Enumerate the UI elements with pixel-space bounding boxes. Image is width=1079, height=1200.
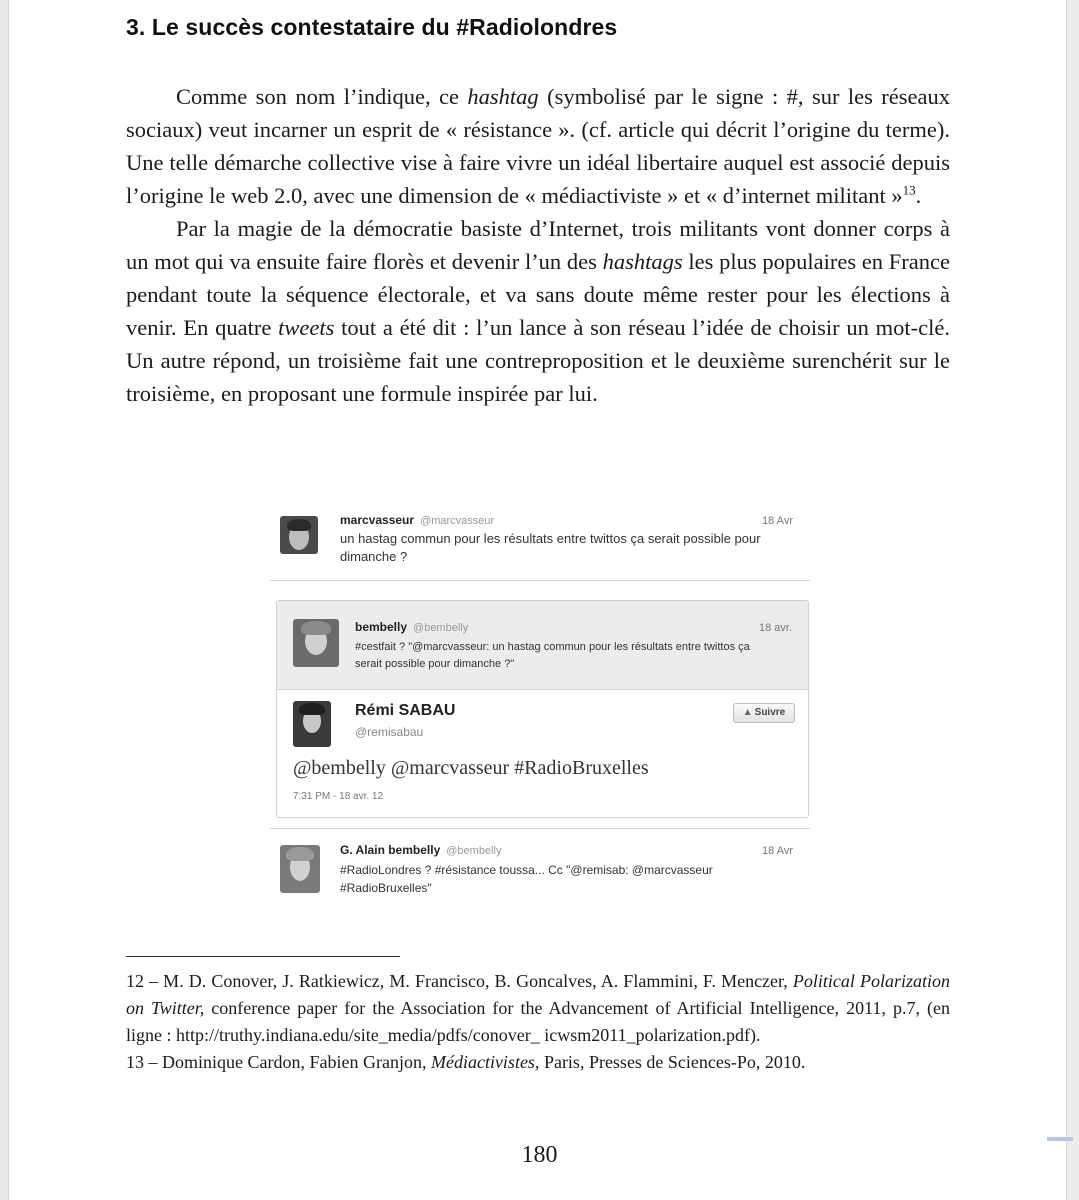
- fn13-authors: 13 – Dominique Cardon, Fabien Granjon,: [126, 1052, 431, 1072]
- follow-button-label: Suivre: [754, 707, 786, 718]
- tweet2-handle: @bembelly: [413, 622, 469, 634]
- tweet4-date: 18 Avr: [762, 845, 793, 857]
- tweet-g-alain-bembelly: [270, 828, 810, 909]
- right-scrollbar[interactable]: [1066, 0, 1079, 1200]
- section-heading: 3. Le succès contestataire du #Radiolondres: [126, 14, 618, 40]
- footnote-divider: [126, 956, 400, 957]
- avatar-remi-sabau: [293, 701, 331, 747]
- tweet3-handle: @remisabau: [355, 725, 424, 739]
- p2-italic-hashtags: hashtags: [602, 249, 683, 274]
- follow-button[interactable]: [733, 703, 795, 723]
- tweet4-text: #RadioLondres ? #résistance toussa... Cc "@remisab: @marcvasseur #RadioBruxelles": [340, 863, 713, 895]
- footnotes: [126, 968, 950, 1076]
- page-number: 180: [521, 1142, 558, 1168]
- avatar-g-alain-bembelly: [280, 845, 320, 893]
- footnote-ref-13[interactable]: 13: [902, 182, 916, 198]
- p2-text-b: les plus populaires en France pendant toute la séquence électorale, et va sans doute même rester pour les élections à venir. En quatre: [126, 249, 950, 340]
- footnote-13: [126, 1049, 950, 1076]
- avatar-marcvasseur: [280, 516, 318, 554]
- tweet3-author: Rémi SABAU: [355, 702, 456, 719]
- fn13-title: Médiactivistes,: [430, 1052, 540, 1072]
- footnote-12: [126, 968, 950, 1049]
- p2-italic-tweets: tweets: [278, 315, 335, 340]
- p1-italic-hashtag: hashtag: [467, 84, 539, 109]
- tweet-bembelly-quoted: [277, 601, 808, 690]
- tweet-conversation-card: [276, 600, 809, 818]
- tweet4-handle: @bembelly: [446, 845, 502, 857]
- paragraph-2: [126, 212, 950, 410]
- scroll-position-marker[interactable]: [1047, 1137, 1073, 1141]
- twitter-bird-icon: ▲: [742, 707, 753, 718]
- tweet3-text: @bembelly @marcvasseur #RadioBruxelles: [293, 757, 649, 779]
- p1-text-a: Comme son nom l’indique, ce: [176, 84, 468, 109]
- tweet1-author: marcvasseur @marcvasseur: [340, 513, 495, 527]
- tweet1-handle: @marcvasseur: [420, 515, 495, 527]
- body-text: [126, 80, 950, 410]
- tweet2-author: bembelly @bembelly: [355, 620, 469, 634]
- tweet2-date: 18 avr.: [759, 622, 793, 634]
- tweet2-text: #cestfait ? "@marcvasseur: un hastag commun pour les résultats entre twittos ça serait possible pour dimanche ?": [355, 641, 750, 670]
- fn12-authors: 12 – M. D. Conover, J. Ratkiewicz, M. Francisco, B. Goncalves, A. Flammini, F. Menczer,: [126, 971, 793, 991]
- p2-text-c: tout a été dit : l’un lance à son réseau l’idée de choisir un mot-clé. Un autre répond, un troisième fait une contreproposition et le deuxième surenchérit sur le troisième, en proposant une formule inspirée par lui.: [126, 315, 950, 406]
- avatar-bembelly: [293, 619, 339, 667]
- fn12-details: conference paper for the Association for the Advancement of Artificial Intelligence, 2011, p.7, (en ligne : http://truthy.indiana.edu/site_media/pdfs/conover_ icwsm2011_polarization.pdf).: [126, 998, 950, 1045]
- tweet3-timestamp: 7:31 PM - 18 avr. 12: [293, 791, 384, 802]
- tweet4-author: G. Alain bembelly @bembelly: [340, 843, 502, 857]
- left-gutter: [0, 0, 9, 1200]
- p1-text-b: (symbolisé par le signe : #, sur les réseaux sociaux) veut incarner un esprit de « résistance ». (cf. article qui décrit l’origine du terme). Une telle démarche collective vise à faire vivre un idéal libertaire auquel est associé depuis l’origine le web 2.0, avec une dimension de « médiactiviste » et « d’internet militant »: [126, 84, 950, 208]
- tweet1-text: un hastag commun pour les résultats entre twittos ça serait possible pour dimanche ?: [340, 531, 761, 564]
- fn13-details: Paris, Presses de Sciences-Po, 2010.: [539, 1052, 806, 1072]
- p2-text-a: Par la magie de la démocratie basiste d’Internet, trois militants vont donner corps à un mot qui va ensuite faire florès et devenir l’un des: [126, 216, 950, 274]
- fn12-title: Political Polarization on Twitter,: [126, 971, 950, 1018]
- tweet-marcvasseur: [270, 504, 810, 581]
- tweet1-date: 18 Avr: [762, 515, 793, 527]
- p1-text-end: .: [915, 183, 922, 208]
- paragraph-1: [126, 80, 950, 212]
